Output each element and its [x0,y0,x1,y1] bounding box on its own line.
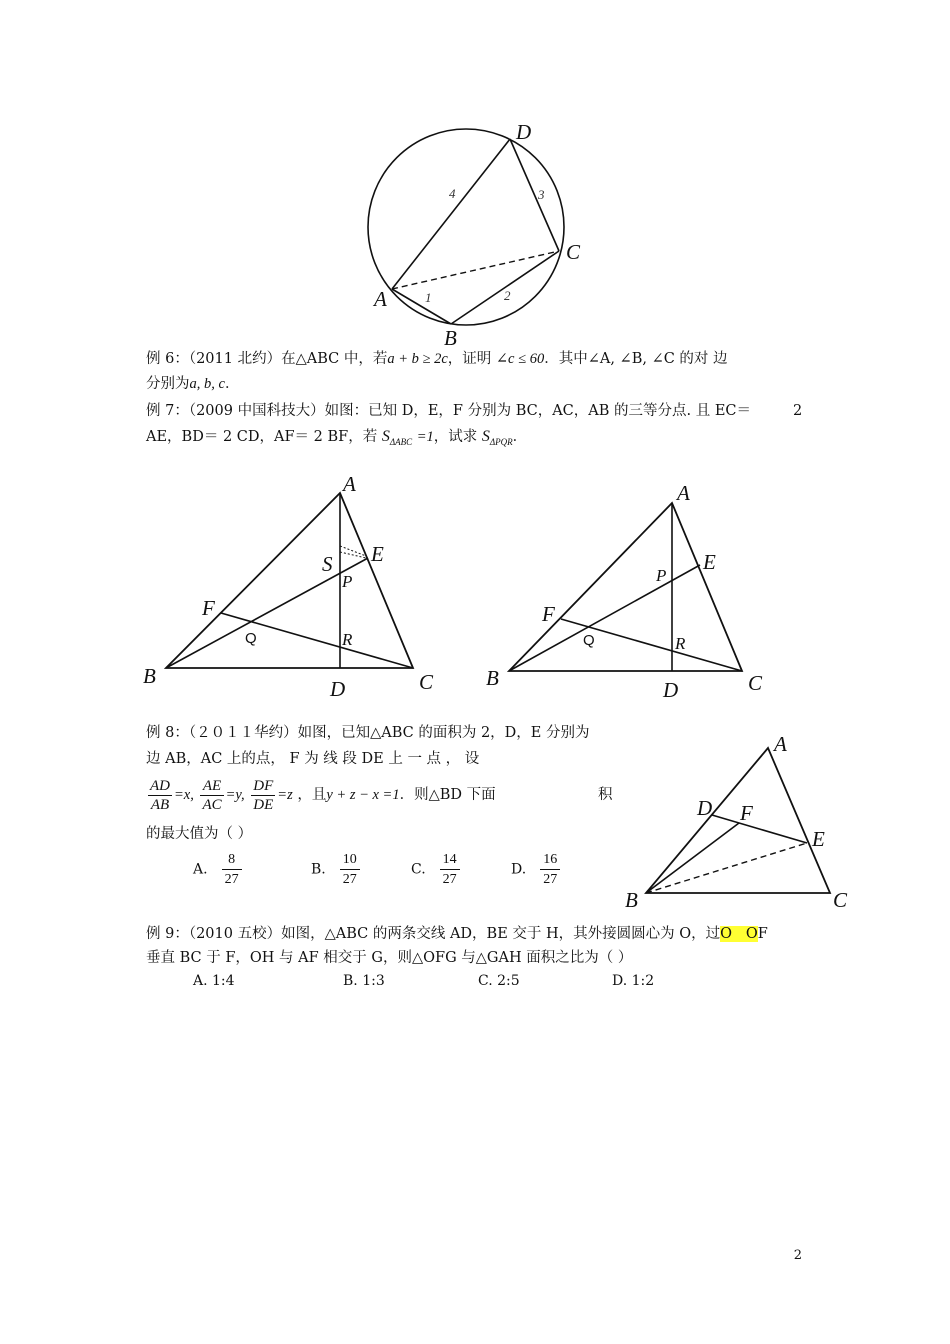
ex9-line2 [146,947,632,969]
label-D: D [663,678,679,702]
ex8-line1-text: 例 8：（２０１１华约）如图，已知△ABC 的面积为 2，D，E 分别为 [146,725,590,741]
ex8-cond: y + z − x =1 [326,787,400,803]
ex8-option-c: C. $\frac{14}{27}$ [411,850,460,889]
ex7-line2-prefix: AE，BD＝ 2 CD，AF＝ 2 BF，若 [146,429,378,445]
ex8-eq-y: =y, [225,787,245,803]
segment-DC [510,139,559,251]
ex7-s-abc: S [381,428,390,445]
label-D: D [697,796,713,820]
ex6-line1 [146,348,728,370]
ex8-line4-text: 的最大值为（ ） [146,826,253,842]
ex9-option-d: D. 1:2 [612,973,655,989]
label-R: R [675,634,686,653]
label-P: P [656,566,667,585]
label-D: D [516,120,532,144]
label-side-3: 3 [538,187,545,202]
label-R: R [342,630,353,649]
ex8-line3 [146,773,496,817]
ex7-line1 [146,400,751,422]
ex8-line1 [146,722,590,744]
figure-triangle-ex8 [620,728,860,913]
segment-BE [166,558,368,668]
ex8-frac-AD-AB: $\frac{AD}{AB}$ [150,777,170,813]
label-P: P [342,572,353,591]
ex6-vars: a, b, c [189,376,225,392]
ex7-line2-tail: ． [512,429,528,445]
ex8-line4 [146,823,252,845]
ex6-line2-prefix: 分别为 [146,376,190,392]
ex8-cond-tail: ．则△BD 下面 [399,787,496,803]
label-side-4: 4 [449,186,456,201]
ex8-option-d: D. $\frac{16}{27}$ [511,850,560,889]
label-B: B [444,326,457,350]
ex8-frac-AE-AC: $\frac{AE}{AC}$ [202,777,222,813]
ex9-line1-tail: F [757,926,768,942]
ex8-eq-z: =z [277,787,293,803]
label-S: S [322,552,333,576]
ex6-mid: ，证明 [447,351,492,367]
label-F: F [202,596,215,620]
segment-BF [646,823,739,893]
ex7-s-pqr: S [481,428,490,445]
ex8-option-b: B. $\frac{10}{27}$ [311,850,360,889]
label-side-1: 1 [425,290,432,305]
label-Q: Q [245,630,257,647]
ex8-line2-text: 边 AB，AC 上的点， F 为 线 段 DE 上 一 点 ， 设 [146,751,480,767]
triangle-ABC [509,503,742,671]
ex6-tail: ．其中∠A, ∠B, ∠C 的对 边 [544,351,728,367]
circle [368,129,564,325]
ex7-s-abc-sub: ΔABC [389,436,413,447]
label-F: F [542,602,555,626]
ex7-line1-right: 2 [793,403,803,419]
ex7-line2 [146,426,527,453]
ex8-option-a: A. $\frac{8}{27}$ [193,850,242,889]
ex9-line2-text: 垂直 BC 于 F，OH 与 AF 相交于 G，则△OFG 与△GAH 面积之比为（ ） [146,950,633,966]
label-C: C [833,888,848,912]
page-number: 2 [793,1248,802,1263]
ex8-line2 [146,748,479,770]
ex7-s-pqr-sub: ΔPQR [489,436,513,447]
ex9-option-c: C. 2:5 [478,973,520,989]
figure-triangle-left [135,468,445,703]
triangle-ABC [166,493,413,668]
label-A: A [343,472,356,496]
ex8-cond-prefix: ，且 [297,787,327,803]
segment-DE [712,815,807,843]
label-A: A [374,287,387,311]
ex8-eq-x: =x, [174,787,194,803]
ex9-line1-prefix: 例 9：（2010 五校）如图，△ABC 的两条交线 AD，BE 交于 H，其外接圆圆心为 O，过 [146,926,721,942]
label-A: A [774,732,787,756]
label-C: C [748,671,763,695]
figure-triangle-right [480,478,780,703]
label-C: C [566,240,581,264]
ex6-line2 [146,373,239,395]
label-B: B [486,666,499,690]
ex9-option-a: A. 1:4 [193,973,235,989]
label-E: E [703,550,716,574]
label-A: A [677,481,690,505]
dotted-SE2 [340,552,366,558]
ex6-cond: a + b ≥ 2c [387,351,448,367]
ex7-eq1: =1 [416,429,434,445]
ex9-highlight: O O [720,926,758,942]
dashed-BE [646,843,807,893]
label-C: C [419,670,434,694]
label-E: E [371,542,384,566]
ex6-prefix: 例 6：（2011 北约）在△ABC 中，若 [146,351,388,367]
ex6-line2-tail: ． [224,376,240,392]
segment-BA [392,289,451,324]
ex7-line2-mid: ，试求 [433,429,478,445]
ex8-frac-DF-DE: $\frac{DF}{DE}$ [253,777,274,813]
ex8-cond-right: 积 [598,787,613,803]
label-B: B [625,888,638,912]
ex7-line1-text: 例 7：（2009 中国科技大）如图：已知 D，E，F 分别为 BC，AC，AB 的三等分点. 且 EC＝ [146,403,752,419]
label-E: E [812,827,825,851]
label-B: B [143,664,156,688]
label-D: D [330,677,346,701]
label-Q: Q [583,632,595,649]
label-side-2: 2 [504,288,511,303]
figure-cyclic-quadrilateral [350,115,600,355]
ex9-line1 [146,923,768,945]
ex6-claim: ∠c ≤ 60 [495,351,545,367]
ex9-option-b: B. 1:3 [343,973,385,989]
label-F: F [740,801,753,825]
